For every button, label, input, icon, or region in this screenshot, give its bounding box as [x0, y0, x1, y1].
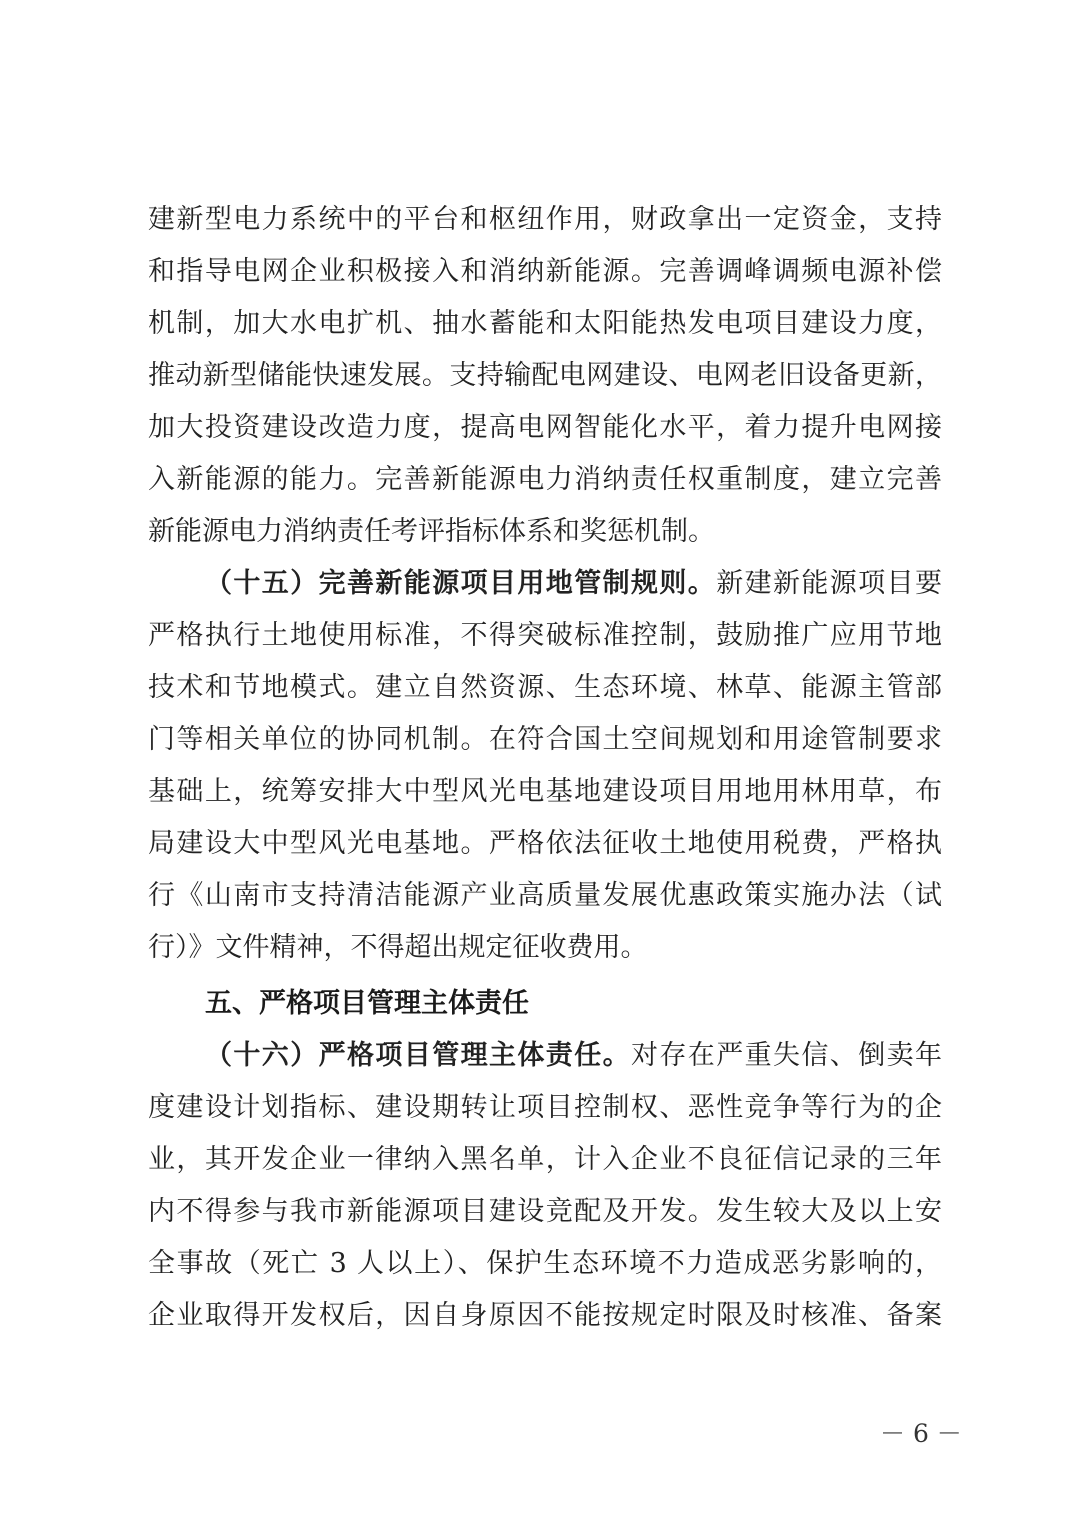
- text-line: 建新型电力系统中的平台和枢纽作用，财政拿出一定资金，支持: [148, 204, 942, 235]
- paragraph-15-first-text: 新建新能源项目要: [716, 568, 943, 599]
- text-line: 基础上，统筹安排大中型风光电基地建设项目用地用林用草，布: [148, 776, 942, 807]
- text-line: 推动新型储能快速发展。支持输配电网建设、电网老旧设备更新，: [148, 360, 942, 391]
- paragraph-15-first-line: [205, 562, 942, 606]
- text-line: 行）》文件精神，不得超出规定征收费用。: [148, 932, 648, 963]
- page-number: － 6 －: [880, 1419, 962, 1448]
- text-line: 机制，加大水电扩机、抽水蓄能和太阳能热发电项目建设力度，: [148, 308, 942, 339]
- text-line: 和指导电网企业积极接入和消纳新能源。完善调峰调频电源补偿: [148, 256, 942, 287]
- text-line: 技术和节地模式。建立自然资源、生态环境、林草、能源主管部: [148, 672, 942, 703]
- text-line: 全事故（死亡 3 人以上）、保护生态环境不力造成恶劣影响的，: [148, 1248, 942, 1279]
- text-line: 企业取得开发权后，因自身原因不能按规定时限及时核准、备案: [148, 1300, 942, 1331]
- text-line: 行《山南市支持清洁能源产业高质量发展优惠政策实施办法（试: [148, 880, 942, 911]
- text-line: 加大投资建设改造力度，提高电网智能化水平，着力提升电网接: [148, 412, 942, 443]
- text-line: 局建设大中型风光电基地。严格依法征收土地使用税费，严格执: [148, 828, 942, 859]
- paragraph-16-first-line: [205, 1034, 942, 1078]
- text-line: 严格执行土地使用标准，不得突破标准控制，鼓励推广应用节地: [148, 620, 942, 651]
- text-line: 业，其开发企业一律纳入黑名单，计入企业不良征信记录的三年: [148, 1144, 942, 1175]
- paragraph-15-title: （十五）完善新能源项目用地管制规则。: [205, 568, 717, 599]
- text-line: 内不得参与我市新能源项目建设竞配及开发。发生较大及以上安: [148, 1196, 942, 1227]
- text-line: 度建设计划指标、建设期转让项目控制权、恶性竞争等行为的企: [148, 1092, 942, 1123]
- paragraph-16-first-text: 对存在严重失信、倒卖年: [631, 1040, 942, 1071]
- section-heading: 五、严格项目管理主体责任: [205, 988, 529, 1019]
- text-line: 新能源电力消纳责任考评指标体系和奖惩机制。: [148, 516, 715, 547]
- paragraph-16-title: （十六）严格项目管理主体责任。: [205, 1040, 631, 1071]
- text-line: 门等相关单位的协同机制。在符合国土空间规划和用途管制要求: [148, 724, 942, 755]
- text-line: 入新能源的能力。完善新能源电力消纳责任权重制度，建立完善: [148, 464, 942, 495]
